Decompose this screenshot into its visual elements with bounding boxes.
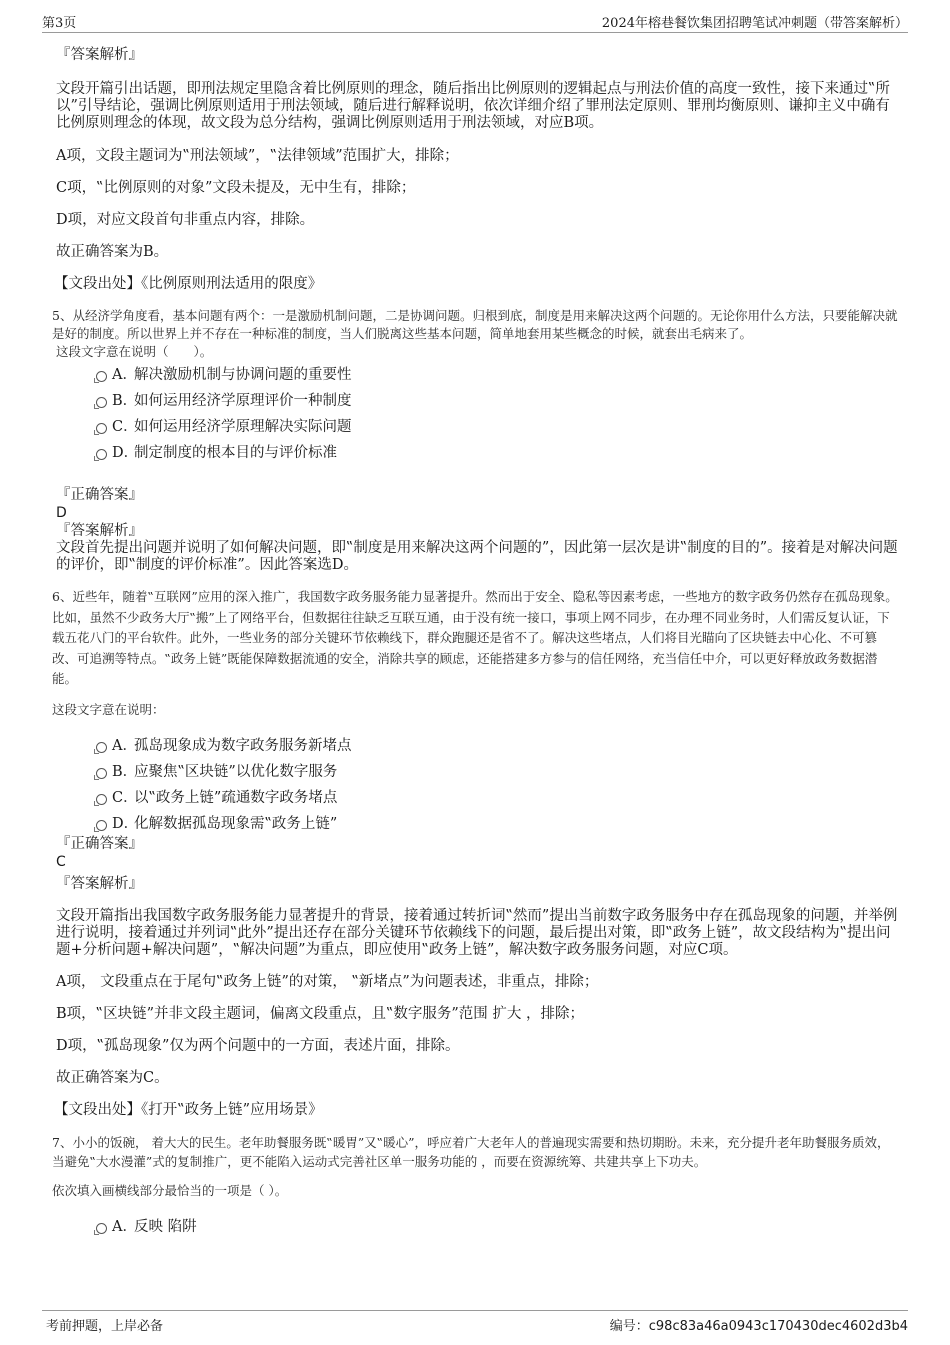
question-prompt: 这段文字意在说明（ ）。 <box>56 344 213 359</box>
analysis-text: 文段开篇引出话题，即刑法规定里隐含着比例原则的理念，随后指出比例原则的逻辑起点与刑法价值的高度一致性，接下来通过‟所以”引导结论，强调比例原则适用于刑法领域，随后进行解释说明，依次详细介绍了罪刑法定原则、罪刑均衡原则、谦抑主义中确有比例原则理念的体现，故文段为总分结构，强调比例原则适用于刑法领域，对应B项。 <box>56 81 890 131</box>
code-label: 编号： <box>609 1319 649 1334</box>
option-a[interactable] <box>94 366 898 384</box>
option-text: 如何运用经济学原理解决实际问题 <box>134 419 352 435</box>
option-letter: A． <box>112 367 137 383</box>
correct-answer: D <box>56 505 67 521</box>
radio-icon[interactable] <box>96 742 107 753</box>
q4-analysis-block <box>56 46 898 293</box>
analysis-label: 『答案解析』 <box>56 875 143 892</box>
radio-icon[interactable] <box>96 794 107 805</box>
radio-icon[interactable] <box>96 423 107 434</box>
option-c[interactable] <box>94 789 898 807</box>
option-letter: C． <box>112 419 138 435</box>
option-letter: A． <box>112 1218 137 1235</box>
radio-icon[interactable] <box>96 768 107 779</box>
document-title: 2024年榕巷餐饮集团招聘笔试冲刺题（带答案解析） <box>601 16 908 31</box>
analysis-text: 文段首先提出问题并说明了如何解决问题，即‟制度是用来解决这两个问题的”，因此第一层次是讲‟制度的目的”。接着是对解决问题的评价，即‟制度的评价标准”。因此答案选D。 <box>56 540 898 573</box>
question-stem: 5、从经济学角度看，基本问题有两个：一是激励机制问题，二是协调问题。归根到底，制度是用来解决这两个问题的。无论你用什么方法，只要能解决就是好的制度。所以世界上并不存在一种标准的制度，当人们脱离这些基本问题，简单地套用某些概念的时候，就套出毛病来了。 <box>52 308 898 341</box>
correct-answer-label: 『正确答案』 <box>56 487 143 503</box>
radio-icon[interactable] <box>96 820 107 831</box>
analysis-item-a: A项， 文段重点在于尾句‟政务上链”的对策， ‟新堵点”为问题表述，非重点，排除； <box>56 973 599 990</box>
option-letter: B． <box>112 763 138 780</box>
option-text: 反映 陷阱 <box>134 1218 197 1235</box>
page-content <box>52 44 898 1236</box>
source-citation: 【文段出处】《打开‟政务上链”应用场景》 <box>54 1101 323 1118</box>
document-code <box>610 1315 908 1334</box>
question-stem: 6、近些年，随着‟互联网”应用的深入推广，我国数字政务服务能力显著提升。然而出于安全、隐私等因素考虑，一些地方的数字政务仍然存在孤岛现象。比如，虽然不少政务大厅‟搬”上了网络平台，但数据往往缺乏互联互通，由于没有统一接口，事项上网不同步，在办理不同业务时，人们需反复认证，下载五花八门的平台软件。此外，一些业务的部分关键环节依赖线下，群众跑腿还是省不了。解决这些堵点，人们将目光瞄向了区块链去中心化、不可篡改、可追溯等特点。‟政务上链”既能保障数据流通的安全，消除共享的顾虑，还能搭建多方参与的信任网络，充当信任中介，可以更好释放政务数据潜能。 <box>52 589 898 686</box>
page-number: 第3页 <box>42 16 77 31</box>
option-list <box>56 366 898 462</box>
code-value: c98c83a46a0943c170430dec4602d3b4 <box>648 1319 908 1334</box>
option-c[interactable] <box>94 418 898 436</box>
option-list <box>56 1218 898 1236</box>
option-letter: D． <box>112 445 139 461</box>
option-b[interactable] <box>94 392 898 410</box>
analysis-label: 『答案解析』 <box>56 47 143 63</box>
option-d[interactable] <box>94 815 898 833</box>
option-text: 应聚焦‟区块链”以优化数字服务 <box>134 763 338 780</box>
question-6 <box>52 587 898 1119</box>
question-5 <box>52 307 898 574</box>
analysis-label: 『答案解析』 <box>56 523 143 539</box>
conclusion: 故正确答案为B。 <box>56 244 169 260</box>
option-letter: A． <box>112 737 137 754</box>
analysis-item-c: C项，‟比例原则的对象”文段未提及，无中生有，排除； <box>56 180 416 196</box>
option-text: 孤岛现象成为数字政务服务新堵点 <box>134 737 352 754</box>
analysis-text: 文段开篇指出我国数字政务服务能力显著提升的背景，接着通过转折词‟然而”提出当前数字政务服务中存在孤岛现象的问题，并举例进行说明，接着通过并列词‟此外”提出还存在部分关键环节依赖线下的问题，最后提出对策，即‟政务上链”，故文段结构为‟提出问题+分析问题+解决问题”，‟解决问题”为重点，即应使用‟政务上链”，解决数字政务服务问题，对应C项。 <box>56 907 898 958</box>
radio-icon[interactable] <box>96 449 107 460</box>
question-prompt: 这段文字意在说明： <box>52 701 165 717</box>
option-letter: C． <box>112 789 138 806</box>
option-text: 如何运用经济学原理评价一种制度 <box>134 393 352 409</box>
conclusion: 故正确答案为C。 <box>56 1069 169 1086</box>
option-a[interactable] <box>94 1218 898 1236</box>
option-letter: B． <box>112 393 138 409</box>
source-citation: 【文段出处】《比例原则刑法适用的限度》 <box>54 276 323 292</box>
footer-slogan: 考前押题，上岸必备 <box>46 1319 164 1334</box>
analysis-item-d: D项，‟孤岛现象”仅为两个问题中的一方面，表述片面，排除。 <box>56 1037 460 1054</box>
option-text: 化解数据孤岛现象需‟政务上链” <box>134 815 338 832</box>
analysis-item-b: B项，‟区块链”并非文段主题词，偏离文段重点，且‟数字服务”范围 扩大 ，排除； <box>56 1005 585 1022</box>
radio-icon[interactable] <box>96 397 107 408</box>
option-text: 制定制度的根本目的与评价标准 <box>134 445 337 461</box>
question-7 <box>52 1133 898 1236</box>
analysis-item-a: A项，文段主题词为‟刑法领域”，‟法律领域”范围扩大，排除； <box>56 148 459 164</box>
page-header <box>42 10 908 33</box>
correct-answer-label: 『正确答案』 <box>56 835 143 852</box>
question-stem: 7、小小的饭碗， 着大大的民生。老年助餐服务既‟暖胃”又‟暖心”，呼应着广大老年人的普遍现实需要和热切期盼。未来，充分提升老年助餐服务质效，当避免‟大水漫灌”式的复制推广，更不能陷入运动式完善社区单一服务功能的 ，而要在资源统筹、共建共享上下功夫。 <box>52 1134 890 1169</box>
radio-icon[interactable] <box>96 371 107 382</box>
option-letter: D． <box>112 815 139 832</box>
analysis-item-d: D项，对应文段首句非重点内容，排除。 <box>56 212 315 228</box>
radio-icon[interactable] <box>96 1223 107 1234</box>
option-d[interactable] <box>94 444 898 462</box>
option-b[interactable] <box>94 763 898 781</box>
option-text: 解决激励机制与协调问题的重要性 <box>134 367 352 383</box>
option-a[interactable] <box>94 737 898 755</box>
option-list <box>56 737 898 833</box>
page-footer <box>42 1310 908 1337</box>
question-prompt: 依次填入画横线部分最恰当的一项是（ ）。 <box>52 1182 288 1198</box>
correct-answer: C <box>56 853 66 870</box>
option-text: 以‟政务上链”疏通数字政务堵点 <box>134 789 338 806</box>
